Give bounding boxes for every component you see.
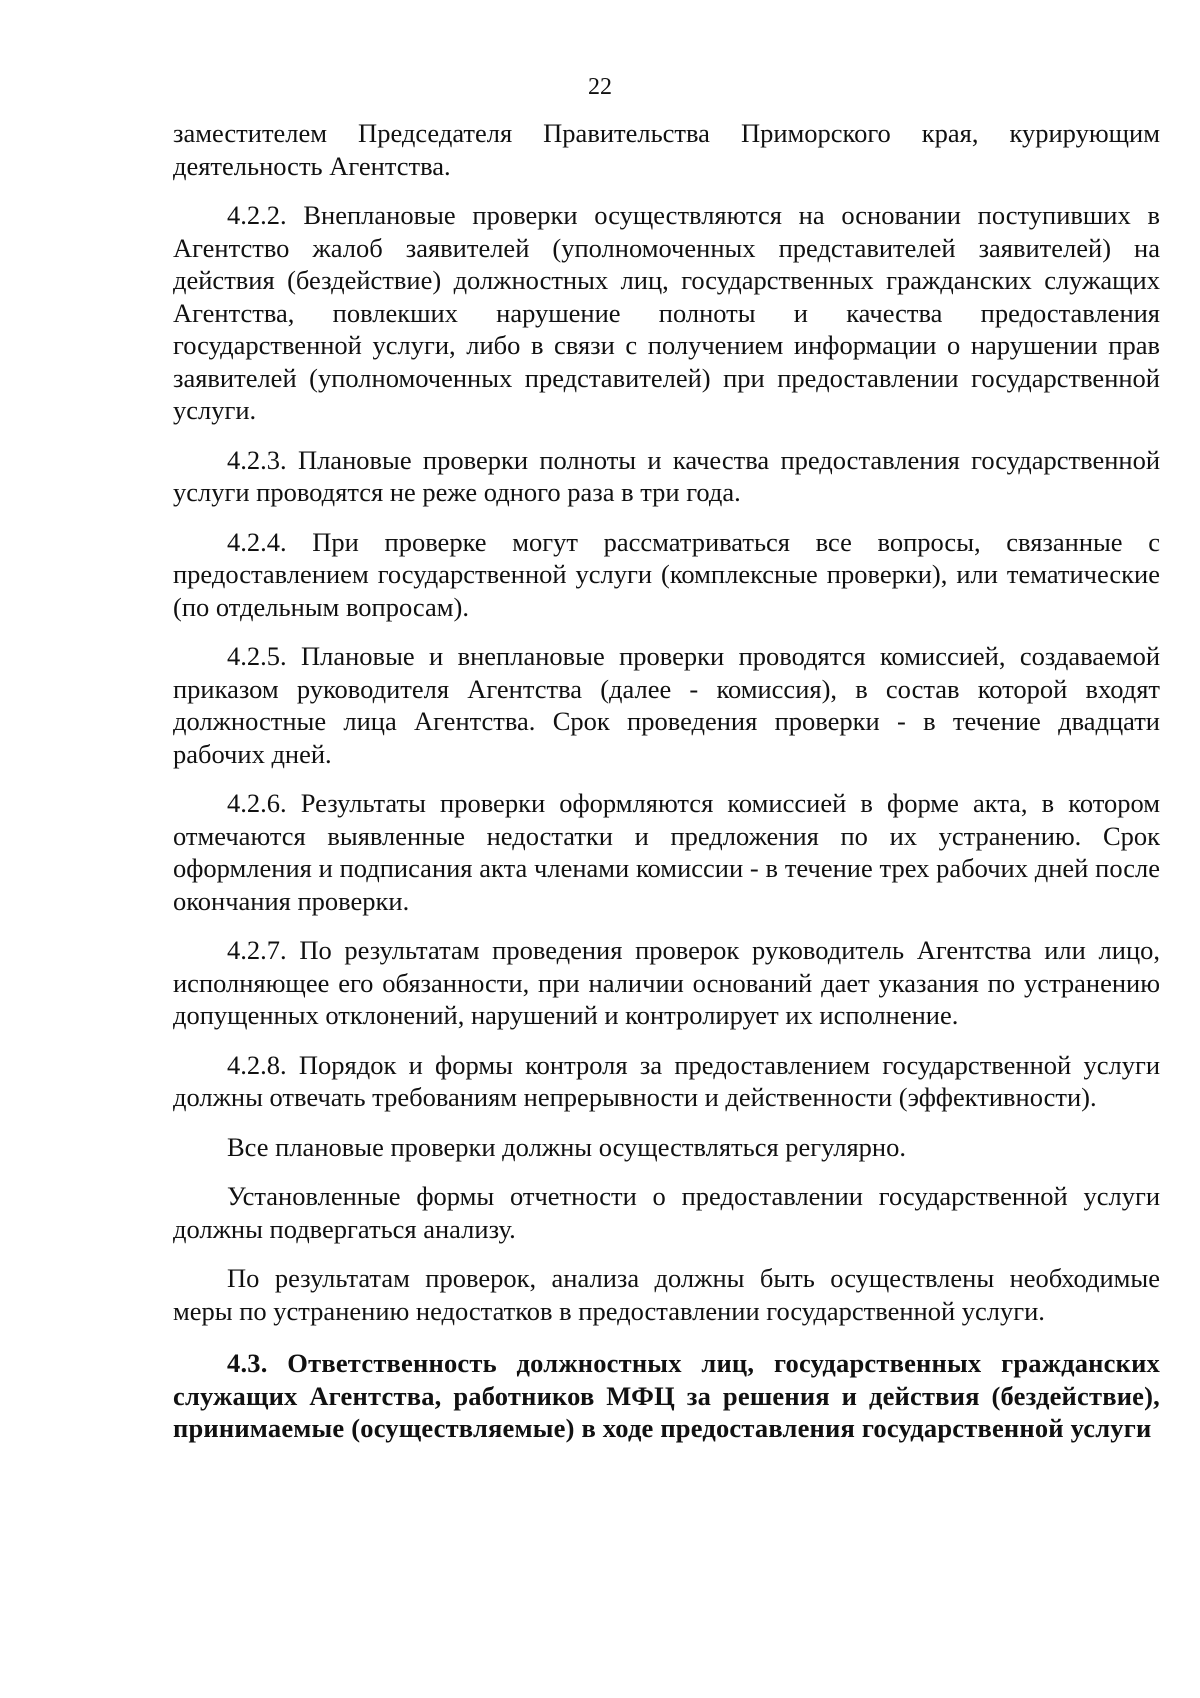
paragraph-4-2-2: 4.2.2. Внеплановые проверки осуществляются на основании поступивших в Агентство жалоб заявителей (уполномоченных представителей заявителей) на действия (бездействие) должностных лиц, государственных гражданских служащих Агентства, повлекших нарушение полноты и качества предоставления государственной услуги, либо в связи с получением информации о нарушении прав заявителей (уполномоченных представителей) при предоставлении государственной услуги.	[173, 200, 1160, 425]
paragraph-corrective-measures: По результатам проверок, анализа должны быть осуществлены необходимые меры по устранению недостатков в предоставлении государственной услуги.	[173, 1263, 1160, 1326]
paragraph-4-2-3: 4.2.3. Плановые проверки полноты и качества предоставления государственной услуги проводятся не реже одного раза в три года.	[173, 444, 1160, 507]
page-number: 22	[588, 74, 612, 100]
paragraph-4-2-7: 4.2.7. По результатам проведения проверок руководитель Агентства или лицо, исполняющее его обязанности, при наличии оснований дает указания по устранению допущенных отклонений, нарушений и контролирует их исполнение.	[173, 935, 1160, 1030]
paragraph-4-2-5: 4.2.5. Плановые и внеплановые проверки проводятся комиссией, создаваемой приказом руководителя Агентства (далее - комиссия), в состав которой входят должностные лица Агентства. Срок проведения проверки - в течение двадцати рабочих дней.	[173, 641, 1160, 769]
section-heading-4-3: 4.3. Ответственность должностных лиц, государственных гражданских служащих Агентства, работников МФЦ за решения и действия (бездействие), принимаемые (осуществляемые) в ходе предоставления государственной услуги	[173, 1348, 1160, 1443]
paragraph-continuation: заместителем Председателя Правительства Приморского края, курирующим деятельность Агентства.	[173, 118, 1160, 181]
paragraph-4-2-8: 4.2.8. Порядок и формы контроля за предоставлением государственной услуги должны отвечать требованиям непрерывности и действенности (эффективности).	[173, 1049, 1160, 1112]
paragraph-4-2-4: 4.2.4. При проверке могут рассматриваться все вопросы, связанные с предоставлением государственной услуги (комплексные проверки), или тематические (по отдельным вопросам).	[173, 526, 1160, 622]
paragraph-4-2-6: 4.2.6. Результаты проверки оформляются комиссией в форме акта, в котором отмечаются выявленные недостатки и предложения по их устранению. Срок оформления и подписания акта членами комиссии - в течение трех рабочих дней после окончания проверки.	[173, 788, 1160, 916]
paragraph-regular-checks: Все плановые проверки должны осуществляться регулярно.	[227, 1131, 906, 1162]
paragraph-reporting-forms: Установленные формы отчетности о предоставлении государственной услуги должны подвергаться анализу.	[173, 1181, 1160, 1244]
document-body	[173, 117, 1160, 1462]
